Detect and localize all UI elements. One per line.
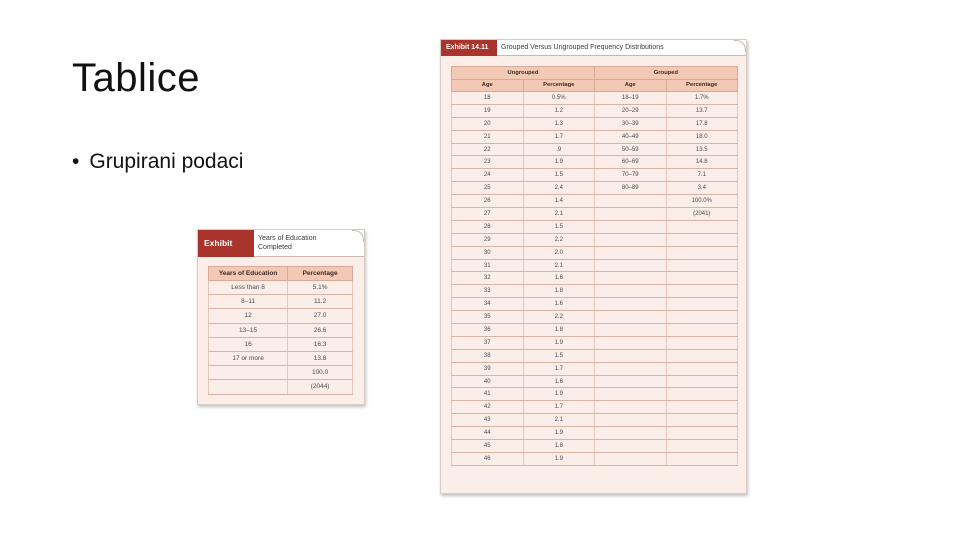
cell-age-grouped [595, 208, 667, 221]
table-row [452, 92, 738, 105]
cell-percentage-grouped [666, 362, 738, 375]
cell-age-ungrouped: 38 [452, 349, 524, 362]
table-row [452, 220, 738, 233]
cell-age-ungrouped: 26 [452, 195, 524, 208]
cell-percentage-grouped [666, 272, 738, 285]
column-header-years: Years of Education [209, 267, 288, 281]
cell-age-grouped [595, 427, 667, 440]
table-row [209, 309, 353, 323]
bullet-marker: • [72, 150, 80, 173]
cell-percentage-grouped [666, 349, 738, 362]
cell-percentage-ungrouped: 1.9 [523, 427, 595, 440]
cell-percentage-ungrouped: 2.1 [523, 259, 595, 272]
cell-percentage-grouped [666, 311, 738, 324]
cell-percentage-grouped [666, 324, 738, 337]
cell-percentage-grouped [666, 440, 738, 453]
cell-percentage-grouped [666, 452, 738, 465]
cell-age-grouped [595, 220, 667, 233]
cell-percentage-grouped: 17.8 [666, 117, 738, 130]
cell-years: Less than 8 [209, 281, 288, 295]
table-header-row [209, 267, 353, 281]
cell-percentage-grouped [666, 246, 738, 259]
cell-years [209, 380, 288, 394]
table-row [452, 427, 738, 440]
cell-percentage-ungrouped: 1.7 [523, 362, 595, 375]
table-row [452, 298, 738, 311]
cell-age-ungrouped: 23 [452, 156, 524, 169]
column-header-age-grouped: Age [595, 79, 667, 92]
cell-percentage-ungrouped: 2.1 [523, 208, 595, 221]
cell-years: 8–11 [209, 295, 288, 309]
cell-age-grouped: 60–69 [595, 156, 667, 169]
table-row [452, 349, 738, 362]
cell-age-grouped [595, 285, 667, 298]
cell-percentage-grouped: 14.8 [666, 156, 738, 169]
cell-percentage-grouped [666, 375, 738, 388]
cell-years [209, 366, 288, 380]
table-row [452, 285, 738, 298]
exhibit-14-11-table-body [452, 92, 738, 466]
cell-percentage-grouped: (2041) [666, 208, 738, 221]
exhibit-14-12-header [198, 230, 364, 257]
column-header-percentage-ungrouped: Percentage [523, 79, 595, 92]
cell-age-grouped [595, 233, 667, 246]
exhibit-14-11-tab: Exhibit 14.11 [441, 40, 497, 56]
cell-age-ungrouped: 39 [452, 362, 524, 375]
table-row [452, 117, 738, 130]
cell-percentage-ungrouped: 1.8 [523, 440, 595, 453]
table-row [452, 104, 738, 117]
exhibit-14-12-caption [258, 234, 317, 252]
cell-percentage-ungrouped: 1.8 [523, 324, 595, 337]
cell-percentage-ungrouped: 2.2 [523, 311, 595, 324]
cell-age-ungrouped: 44 [452, 427, 524, 440]
group-header-grouped: Grouped [595, 67, 738, 80]
cell-percentage-ungrouped: 1.9 [523, 156, 595, 169]
cell-age-ungrouped: 34 [452, 298, 524, 311]
cell-percentage-grouped [666, 298, 738, 311]
table-row [452, 336, 738, 349]
cell-age-grouped: 30–39 [595, 117, 667, 130]
table-row [452, 259, 738, 272]
table-row [452, 195, 738, 208]
table-row [452, 208, 738, 221]
table-row [452, 452, 738, 465]
cell-percentage-ungrouped: 2.1 [523, 414, 595, 427]
cell-percentage: 26.6 [288, 323, 353, 337]
cell-percentage-grouped [666, 220, 738, 233]
cell-age-ungrouped: 21 [452, 130, 524, 143]
cell-percentage-ungrouped: 1.6 [523, 298, 595, 311]
exhibit-14-11-card [440, 39, 747, 494]
table-row [209, 323, 353, 337]
cell-percentage-ungrouped: 1.2 [523, 104, 595, 117]
cell-age-grouped [595, 311, 667, 324]
table-row [452, 156, 738, 169]
table-row [452, 388, 738, 401]
cell-percentage: 5.1% [288, 281, 353, 295]
cell-age-ungrouped: 22 [452, 143, 524, 156]
cell-percentage-ungrouped: 2.0 [523, 246, 595, 259]
table-row [209, 337, 353, 351]
bullet-item [72, 150, 243, 174]
cell-age-grouped: 20–29 [595, 104, 667, 117]
cell-percentage-ungrouped: 1.5 [523, 169, 595, 182]
cell-percentage: 13.8 [288, 351, 353, 365]
cell-age-ungrouped: 33 [452, 285, 524, 298]
cell-age-ungrouped: 20 [452, 117, 524, 130]
exhibit-14-11-header [441, 40, 746, 56]
table-row [209, 281, 353, 295]
cell-age-ungrouped: 32 [452, 272, 524, 285]
cell-percentage-grouped [666, 336, 738, 349]
cell-percentage-ungrouped: 1.4 [523, 195, 595, 208]
exhibit-14-11-corner [734, 40, 746, 52]
table-row [452, 362, 738, 375]
cell-age-ungrouped: 41 [452, 388, 524, 401]
cell-percentage-grouped: 7.1 [666, 169, 738, 182]
cell-percentage-ungrouped: 1.9 [523, 452, 595, 465]
cell-age-ungrouped: 25 [452, 182, 524, 195]
cell-age-ungrouped: 24 [452, 169, 524, 182]
cell-percentage-grouped [666, 401, 738, 414]
cell-age-grouped [595, 414, 667, 427]
cell-age-ungrouped: 37 [452, 336, 524, 349]
cell-percentage-ungrouped: 1.7 [523, 401, 595, 414]
cell-years: 12 [209, 309, 288, 323]
column-header-age-ungrouped: Age [452, 79, 524, 92]
table-row [452, 324, 738, 337]
cell-age-grouped [595, 349, 667, 362]
cell-age-grouped [595, 246, 667, 259]
cell-age-grouped [595, 195, 667, 208]
cell-age-ungrouped: 18 [452, 92, 524, 105]
cell-percentage: (2044) [288, 380, 353, 394]
cell-percentage-grouped [666, 259, 738, 272]
exhibit-14-12-card [197, 229, 365, 405]
cell-percentage-ungrouped: 2.2 [523, 233, 595, 246]
cell-age-grouped [595, 272, 667, 285]
cell-age-ungrouped: 19 [452, 104, 524, 117]
exhibit-14-12-table [208, 266, 353, 395]
cell-percentage-grouped: 13.5 [666, 143, 738, 156]
exhibit-14-12-caption-line2: Completed [258, 244, 292, 251]
cell-age-ungrouped: 40 [452, 375, 524, 388]
table-row [209, 366, 353, 380]
exhibit-14-11-table [451, 66, 738, 466]
cell-percentage-grouped [666, 388, 738, 401]
cell-percentage-ungrouped: 1.9 [523, 336, 595, 349]
cell-age-grouped [595, 401, 667, 414]
bullet-text: Grupirani podaci [89, 150, 244, 173]
cell-age-grouped [595, 388, 667, 401]
cell-percentage: 16.3 [288, 337, 353, 351]
cell-age-grouped [595, 440, 667, 453]
cell-age-ungrouped: 27 [452, 208, 524, 221]
cell-percentage: 100.0 [288, 366, 353, 380]
exhibit-14-12-table-body [209, 281, 353, 395]
cell-percentage-ungrouped: 0.5% [523, 92, 595, 105]
cell-percentage-ungrouped: 1.7 [523, 130, 595, 143]
cell-percentage-ungrouped: 1.8 [523, 285, 595, 298]
cell-age-grouped: 70–79 [595, 169, 667, 182]
table-row [209, 351, 353, 365]
cell-age-grouped: 18–19 [595, 92, 667, 105]
table-row [452, 375, 738, 388]
cell-percentage-ungrouped: 1.6 [523, 375, 595, 388]
table-row [452, 182, 738, 195]
cell-age-ungrouped: 31 [452, 259, 524, 272]
cell-age-grouped [595, 375, 667, 388]
table-row [452, 233, 738, 246]
cell-age-grouped [595, 452, 667, 465]
column-header-percentage: Percentage [288, 267, 353, 281]
cell-percentage-grouped [666, 233, 738, 246]
table-row [452, 401, 738, 414]
table-row [452, 440, 738, 453]
cell-age-grouped [595, 336, 667, 349]
cell-percentage-ungrouped: .9 [523, 143, 595, 156]
cell-percentage-grouped: 1.7% [666, 92, 738, 105]
cell-percentage-ungrouped: 1.5 [523, 349, 595, 362]
cell-age-grouped: 50–59 [595, 143, 667, 156]
table-group-header-row [452, 67, 738, 80]
cell-years: 17 or more [209, 351, 288, 365]
cell-percentage-grouped [666, 427, 738, 440]
table-row [209, 380, 353, 394]
cell-percentage-ungrouped: 2.4 [523, 182, 595, 195]
cell-age-grouped: 40–49 [595, 130, 667, 143]
slide-title: Tablice [72, 56, 201, 100]
cell-percentage-ungrouped: 1.9 [523, 388, 595, 401]
cell-age-ungrouped: 45 [452, 440, 524, 453]
column-header-percentage-grouped: Percentage [666, 79, 738, 92]
table-row [452, 143, 738, 156]
cell-percentage-grouped: 100.0% [666, 195, 738, 208]
cell-age-ungrouped: 46 [452, 452, 524, 465]
exhibit-14-12-tab: Exhibit [198, 230, 254, 257]
table-row [452, 169, 738, 182]
cell-age-ungrouped: 36 [452, 324, 524, 337]
cell-years: 13–15 [209, 323, 288, 337]
cell-percentage-grouped: 13.7 [666, 104, 738, 117]
cell-percentage: 27.0 [288, 309, 353, 323]
cell-age-grouped [595, 298, 667, 311]
cell-years: 16 [209, 337, 288, 351]
cell-percentage-grouped: 18.0 [666, 130, 738, 143]
cell-percentage-ungrouped: 1.3 [523, 117, 595, 130]
cell-age-grouped: 80–89 [595, 182, 667, 195]
table-header-row [452, 79, 738, 92]
cell-percentage-grouped: 3.4 [666, 182, 738, 195]
cell-age-ungrouped: 29 [452, 233, 524, 246]
cell-age-grouped [595, 259, 667, 272]
table-row [452, 246, 738, 259]
cell-age-ungrouped: 42 [452, 401, 524, 414]
cell-percentage-ungrouped: 1.6 [523, 272, 595, 285]
table-row [452, 311, 738, 324]
cell-age-ungrouped: 35 [452, 311, 524, 324]
table-row [452, 272, 738, 285]
cell-age-ungrouped: 43 [452, 414, 524, 427]
cell-age-grouped [595, 324, 667, 337]
exhibit-14-12-caption-line1: Years of Education [258, 235, 317, 242]
cell-percentage-grouped [666, 414, 738, 427]
cell-percentage-ungrouped: 1.5 [523, 220, 595, 233]
cell-age-ungrouped: 30 [452, 246, 524, 259]
cell-percentage: 11.2 [288, 295, 353, 309]
table-row [209, 295, 353, 309]
cell-age-ungrouped: 28 [452, 220, 524, 233]
cell-percentage-grouped [666, 285, 738, 298]
group-header-ungrouped: Ungrouped [452, 67, 595, 80]
exhibit-14-12-corner [352, 230, 364, 242]
table-row [452, 414, 738, 427]
exhibit-14-11-caption: Grouped Versus Ungrouped Frequency Distributions [501, 44, 664, 51]
table-row [452, 130, 738, 143]
cell-age-grouped [595, 362, 667, 375]
